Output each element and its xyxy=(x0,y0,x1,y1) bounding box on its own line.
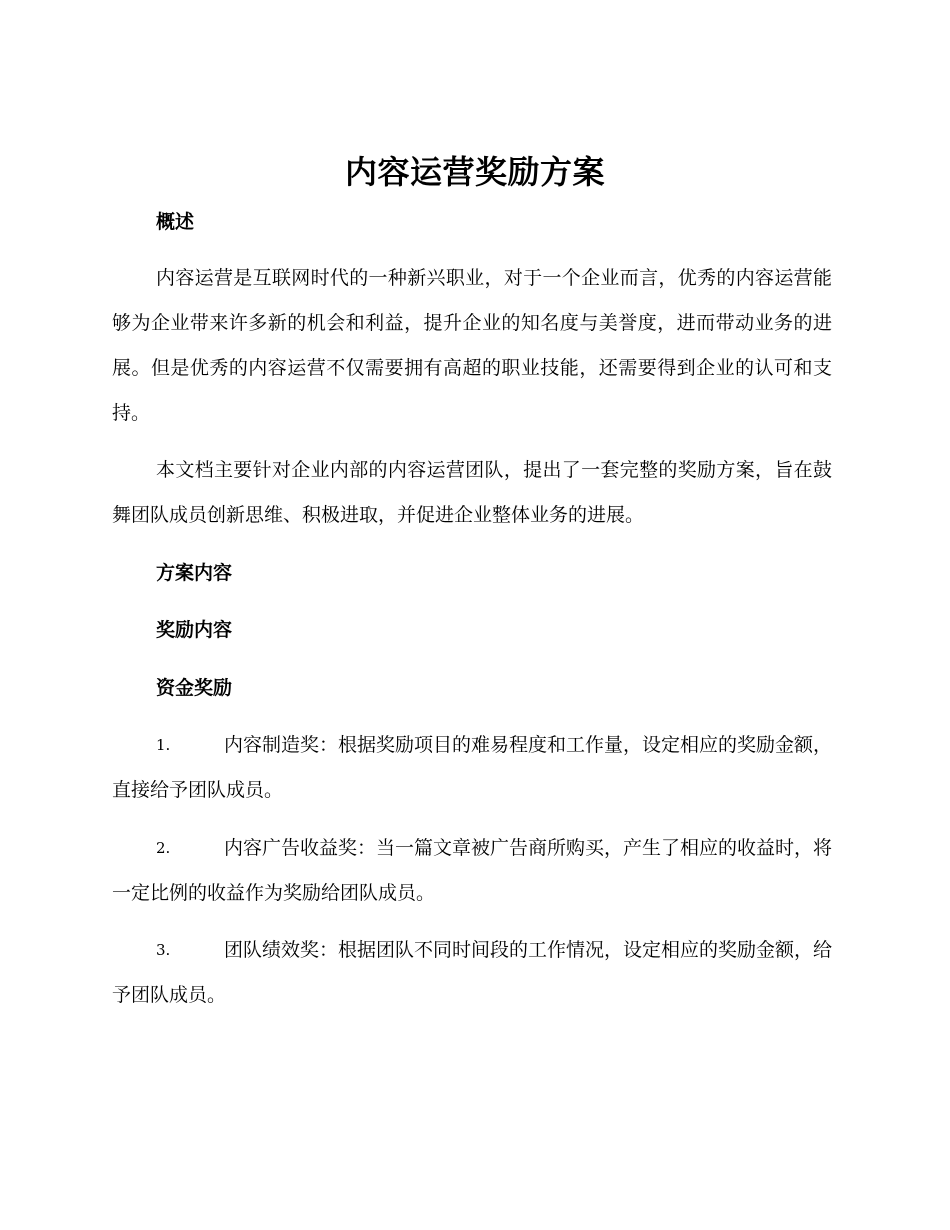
list-item-number: 3. xyxy=(156,941,171,959)
list-item xyxy=(112,928,832,1018)
list-item xyxy=(112,723,832,813)
section-heading-reward: 奖励内容 xyxy=(156,619,233,641)
list-item-text: 团队绩效奖：根据团队不同时间段的工作情况，设定相应的奖励金额，给予团队成员。 xyxy=(112,939,833,1006)
list-item xyxy=(112,826,832,916)
list-item-number: 1. xyxy=(156,736,171,754)
section-heading-money: 资金奖励 xyxy=(156,677,233,699)
list-item-number: 2. xyxy=(156,839,171,857)
list-item-text: 内容制造奖：根据奖励项目的难易程度和工作量，设定相应的奖励金额，直接给予团队成员。 xyxy=(112,734,833,801)
list-item-text: 内容广告收益奖：当一篇文章被广告商所购买，产生了相应的收益时，将一定比例的收益作为奖励给团队成员。 xyxy=(112,837,833,904)
section-heading-plan: 方案内容 xyxy=(156,562,233,584)
section-heading-overview: 概述 xyxy=(156,211,195,233)
document-title: 内容运营奖励方案 xyxy=(344,153,605,191)
overview-paragraph-2: 本文档主要针对企业内部的内容运营团队，提出了一套完整的奖励方案，旨在鼓舞团队成员创新思维、积极进取，并促进企业整体业务的进展。 xyxy=(112,459,832,526)
overview-paragraph-1: 内容运营是互联网时代的一种新兴职业，对于一个企业而言，优秀的内容运营能够为企业带来许多新的机会和利益，提升企业的知名度与美誉度，进而带动业务的进展。但是优秀的内容运营不仅需要拥有高超的职业技能，还需要得到企业的认可和支持。 xyxy=(112,267,832,424)
